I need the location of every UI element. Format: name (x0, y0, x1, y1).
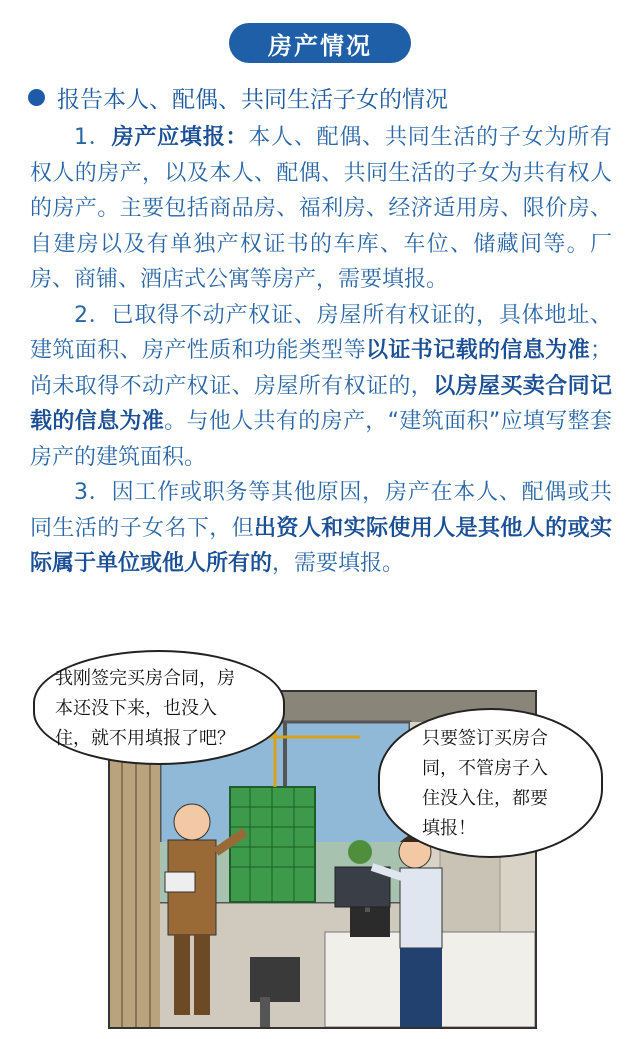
item-bold-text: 出资人和实际使用人是其他人的或实际属于单位或他人所有的 (30, 515, 612, 576)
paragraph-1 (30, 120, 612, 298)
item-bold-text: 以房屋买卖合同记载的信息为准 (30, 373, 612, 434)
speech-bubble-left (33, 650, 285, 765)
item-bold-label: 房产应填报： (111, 125, 249, 150)
item-number: 1． (74, 125, 112, 150)
item-number: 3． (74, 480, 112, 505)
item-text: ，需要填报。 (272, 551, 405, 576)
item-text: 因工作或职务等其他原因，房产在本人、配偶或共同生活的子女名下，但 (30, 480, 612, 541)
bubble-line: 填报！ (422, 818, 476, 839)
bubble-line: 住没入住，都要 (422, 788, 548, 809)
bubble-line: 我刚签完买房合同，房 (55, 668, 235, 689)
section-title-badge (229, 23, 411, 63)
bubble-line: 住，就不用填报了吧？ (55, 728, 235, 749)
paragraph-2 (30, 298, 612, 476)
bubble-line: 只要签订买房合 (422, 728, 548, 749)
item-number: 2． (74, 302, 112, 328)
item-text: 。与他人共有的房产，“建筑面积”应填写整套房产的建筑面积。 (30, 409, 612, 470)
bullet-heading (28, 80, 448, 114)
speech-bubble-right (378, 708, 603, 858)
section-title: 房产情况 (268, 31, 372, 60)
item-text: ；尚未取得不动产权证、房屋所有权证的， (30, 338, 612, 399)
body-text (30, 120, 612, 582)
bullet-heading-text: 报告本人、配偶、共同生活子女的情况 (57, 86, 448, 113)
item-text: 本人、配偶、共同生活的子女为所有权人的房产，以及本人、配偶、共同生活的子女为共有权人的房产。主要包括商品房、福利房、经济适用房、限价房、自建房以及有单独产权证书的车库、车位、储藏间等。厂房、商铺、酒店式公寓等房产，需要填报。 (30, 125, 612, 292)
item-bold-text: 以证书记载的信息为准 (365, 338, 590, 363)
item-text: 已取得不动产权证、房屋所有权证的，具体地址、建筑面积、房产性质和功能类型等 (30, 302, 612, 363)
bubble-line: 同，不管房子入 (422, 758, 548, 779)
paragraph-3 (30, 475, 612, 582)
bullet-dot-icon (28, 89, 45, 106)
bubble-line: 本还没下来，也没入 (55, 698, 217, 719)
